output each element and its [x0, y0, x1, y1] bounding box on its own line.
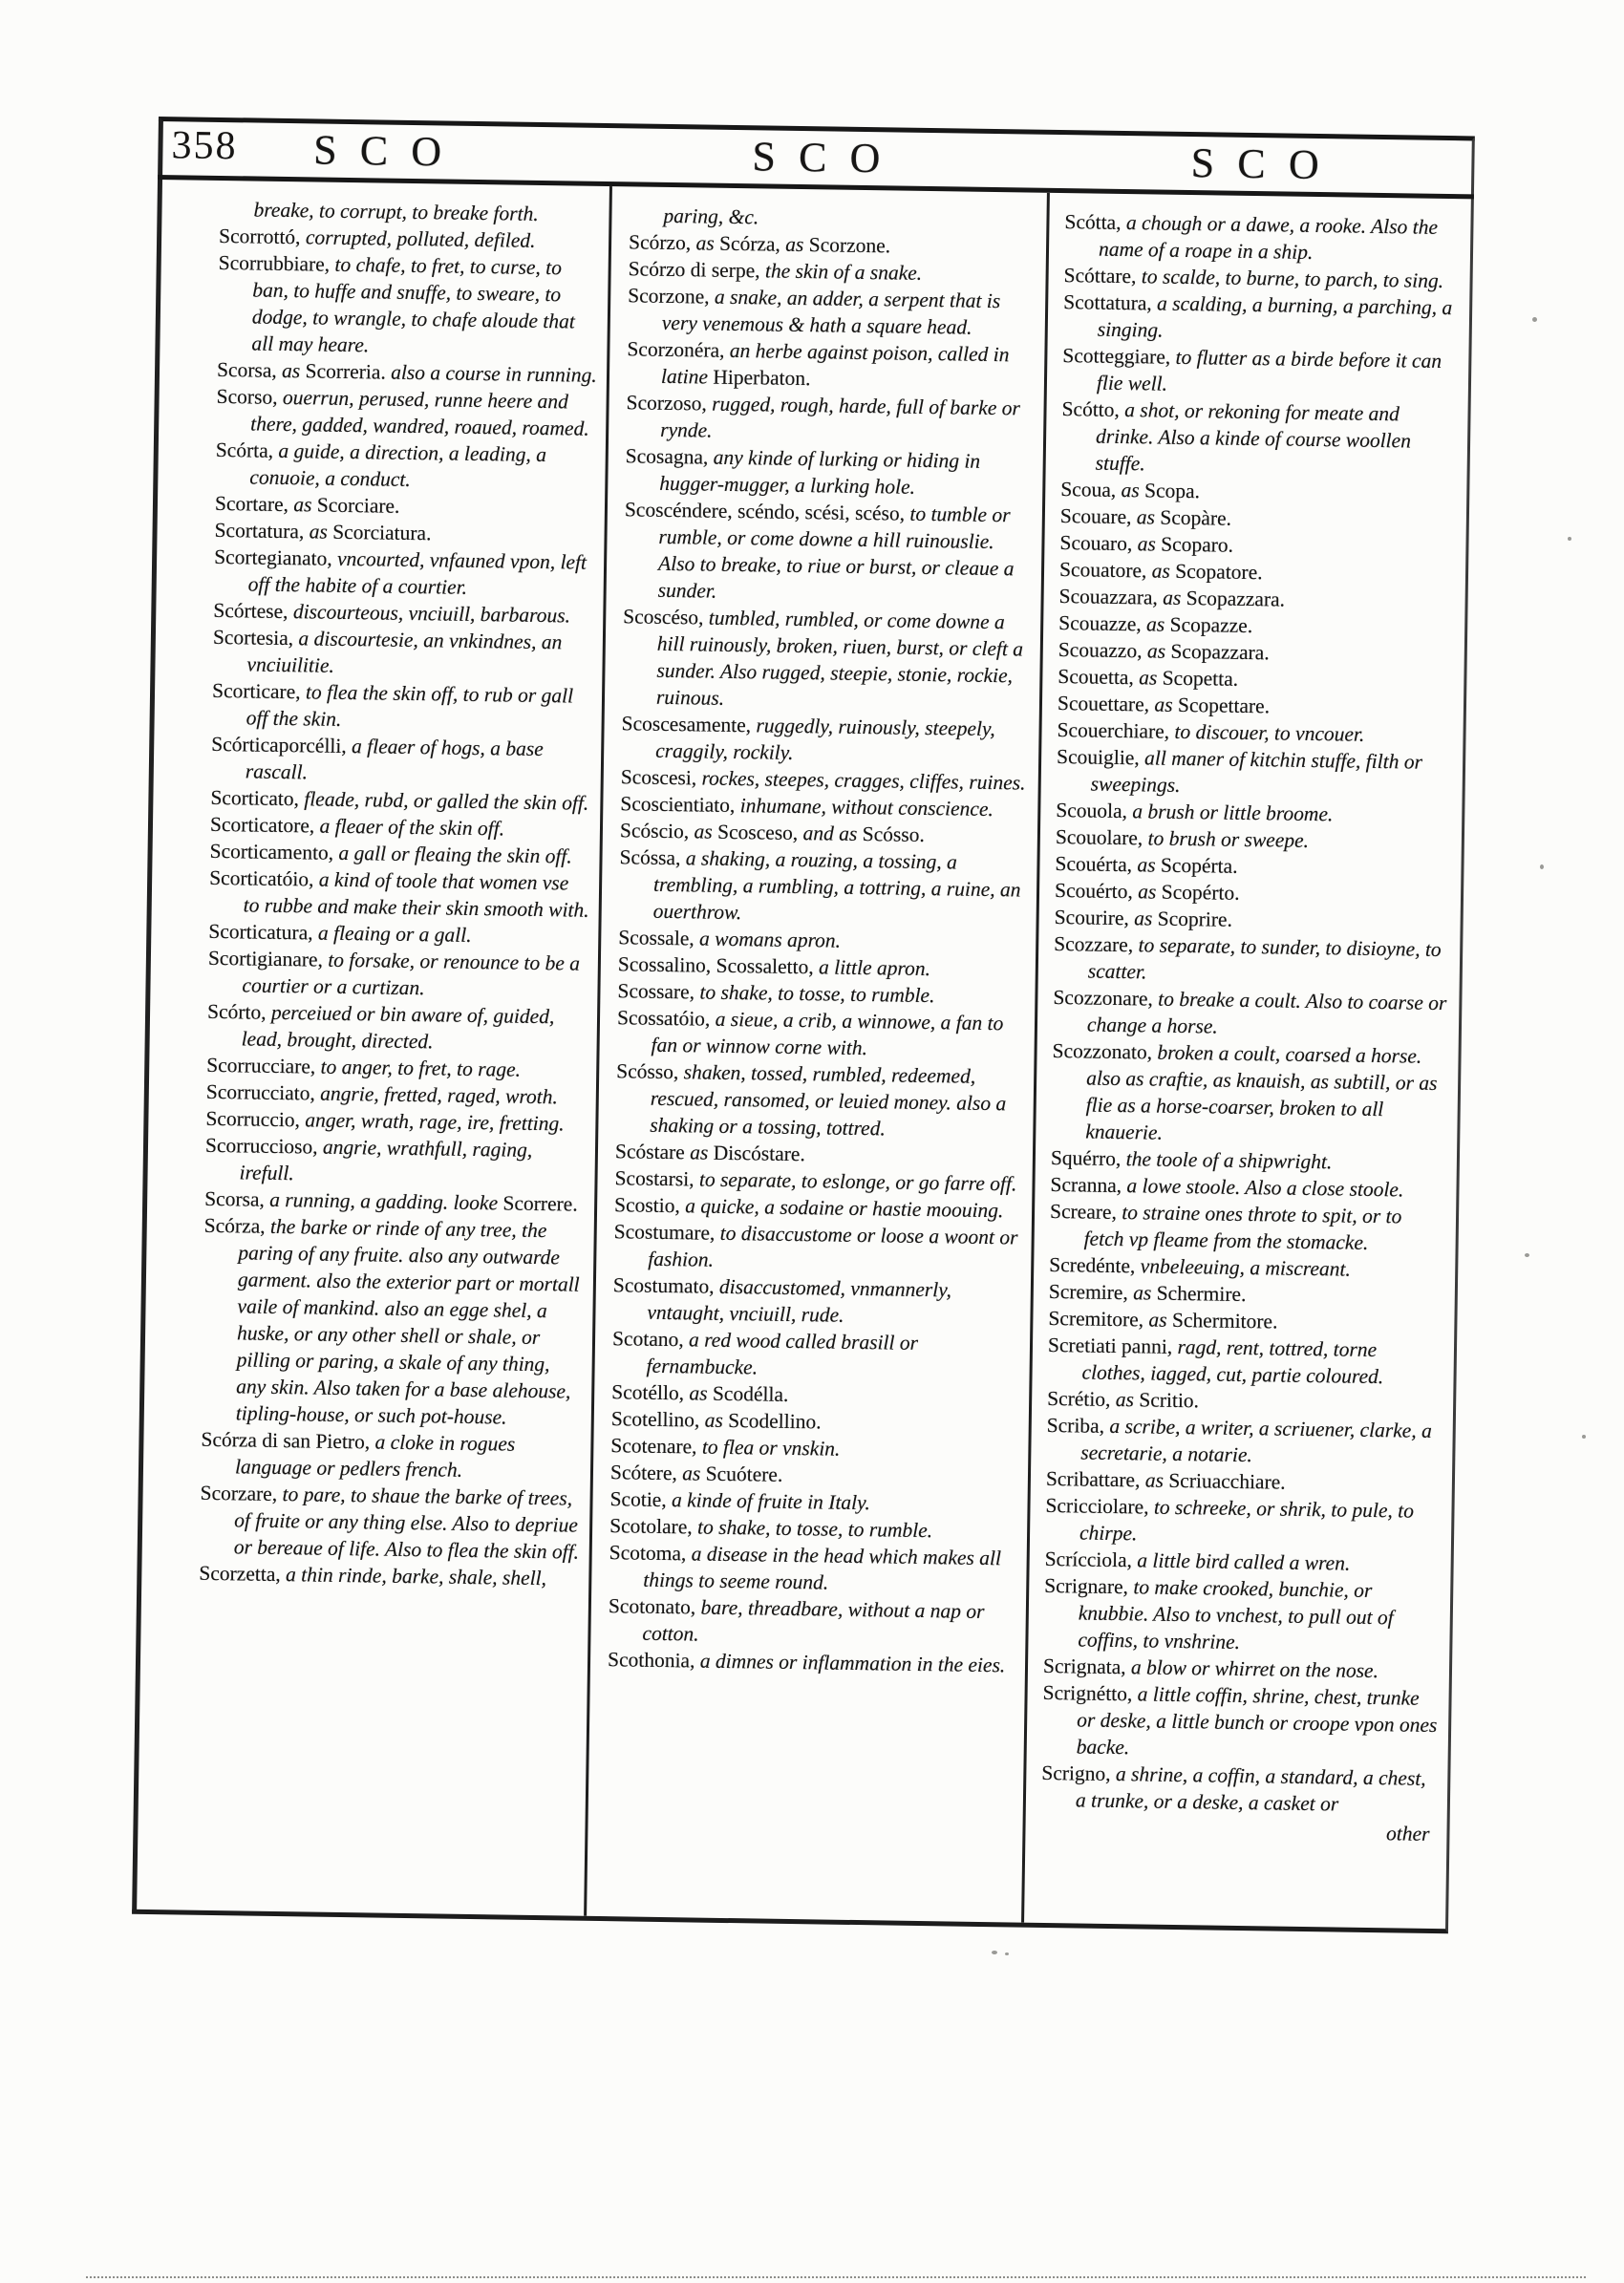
entry-headword: Scouérta,: [1055, 852, 1133, 877]
entry-definition: broken a coult, coarsed a horse. also as craftie, as knauish, as subtill, or as flie as a horse-coarser, broken to all knauerie.: [1085, 1040, 1438, 1144]
entry-definition: as Scopatore.: [1151, 559, 1263, 585]
entry-definition: paring, &c.: [663, 203, 759, 229]
entry-definition: to flutter as a birde before it can flie well.: [1096, 345, 1442, 395]
entry-definition: a fleaer of the skin off.: [319, 814, 505, 841]
entry-headword: Scorzare,: [200, 1481, 278, 1505]
entry-headword: Screare,: [1049, 1199, 1118, 1225]
catchword: other: [1385, 1822, 1430, 1846]
dictionary-entry: [202, 1212, 585, 1432]
entry-definition: as Scopérto.: [1138, 880, 1240, 905]
entry-headword: Scortatura,: [214, 518, 305, 544]
entry-definition: a quicke, a sodaine or hastie moouing.: [685, 1194, 1004, 1223]
dictionary-entry: [1063, 288, 1461, 348]
dictionary-entry: [609, 1539, 1019, 1598]
entry-headword: Scorticare,: [211, 678, 301, 704]
dictionary-entry: [613, 1218, 1024, 1277]
entry-definition: discourteous, vnciuill, barbarous.: [292, 600, 571, 628]
cross-reference: Scopetta.: [1162, 666, 1239, 691]
entry-headword: Scouazzara,: [1058, 585, 1159, 609]
entry-definition: ouerrun, perused, runne heere and there, gadded, wandred, roaued, roamed.: [250, 385, 589, 440]
running-head-column-1: SCO: [312, 126, 465, 176]
entry-definition: a running, a gadding. looke Scorrere.: [269, 1187, 578, 1216]
entry-headword: Scorruccioso,: [204, 1133, 318, 1159]
cross-reference: Scórza,: [718, 231, 781, 256]
entry-definition: breake, to corrupt, to breake forth.: [253, 198, 539, 225]
entry-headword: Scouiglie,: [1056, 745, 1140, 770]
dictionary-entry: [217, 249, 599, 362]
entry-definition: to disaccustome or loose a woont or fashion.: [648, 1221, 1018, 1271]
entry-definition: a snake, an adder, a serpent that is very venemous & hath a square head.: [661, 285, 1001, 339]
entry-headword: Scredénte,: [1049, 1252, 1136, 1278]
entry-definition: a discourtesie, an vnkindnes, an vnciuilitie.: [246, 627, 563, 677]
cross-reference: Scriuacchiare.: [1168, 1468, 1286, 1494]
entry-definition: the toole of a shipwright.: [1125, 1147, 1333, 1174]
cross-reference: Scopàre.: [1160, 505, 1232, 530]
dictionary-entry: [216, 383, 597, 442]
dictionary-entry: [619, 843, 1030, 929]
dictionary-entry: [1042, 1679, 1440, 1765]
entry-definition: a fleaer of hogs, a base rascall.: [245, 735, 544, 784]
entry-headword: Scorso,: [216, 384, 278, 409]
column-3: [1021, 193, 1471, 1929]
entry-headword: Scrétio,: [1047, 1386, 1111, 1411]
dictionary-entry: [1047, 1332, 1444, 1391]
entry-headword: Scrignare,: [1044, 1573, 1129, 1599]
entry-definition: a kinde of fruite in Italy.: [671, 1488, 871, 1515]
entry-definition: a shot, or rekoning for meate and drinke. Also a kinde of course woollen stuffe.: [1095, 398, 1412, 476]
cross-reference: Scopazze.: [1169, 612, 1253, 638]
entry-headword: Scozzonare,: [1053, 985, 1154, 1011]
entry-headword: Scorrucciare,: [206, 1053, 316, 1078]
entry-headword: Scostumare,: [613, 1220, 716, 1245]
entry-headword: Scouatore,: [1058, 558, 1147, 583]
entry-definition: a kind of toole that women vse to rubbe and make their skin smooth with.: [243, 867, 589, 922]
entry-headword: Scossale,: [618, 926, 694, 950]
entry-headword: Scórza,: [203, 1213, 266, 1238]
scan-speckle: [1582, 1435, 1586, 1439]
scan-edge-line: [86, 2276, 1586, 2278]
printed-block: [132, 117, 1475, 1933]
entry-definition: rockes, steepes, cragges, cliffes, ruines.: [701, 766, 1026, 795]
entry-headword: Scortesia,: [212, 625, 294, 651]
dictionary-entry: [215, 437, 596, 496]
entry-definition: as Scopetta.: [1139, 666, 1239, 691]
entry-definition: a little bird called a wren.: [1137, 1548, 1351, 1575]
entry-definition: tumbled, rumbled, or come downe a hill ruinously, broken, riuen, burst, or cleft a sunder. Also rugged, steepie, stonie, rockie, ruinous.: [655, 606, 1024, 710]
dictionary-entry: [608, 1592, 1018, 1652]
entry-definition: a lowe stoole. Also a close stoole.: [1126, 1174, 1404, 1202]
entry-definition: to flea the skin off, to rub or gall off the skin.: [246, 680, 574, 731]
entry-headword: Scótere,: [609, 1461, 678, 1485]
entry-definition: as Scopazzara.: [1146, 639, 1270, 665]
entry-definition: as Scritio.: [1115, 1388, 1200, 1413]
cross-reference: Scodellino.: [728, 1408, 822, 1434]
dictionary-entry: [622, 603, 1034, 715]
dictionary-entry: [1051, 1037, 1449, 1150]
entry-definition: to anger, to fret, to rage.: [320, 1055, 522, 1081]
entry-definition: all maner of kitchin stuffe, filth or sweepings.: [1090, 746, 1423, 797]
entry-headword: Squérro,: [1050, 1145, 1122, 1171]
cross-reference: Scosceso,: [716, 820, 799, 845]
dictionary-entry: [627, 335, 1037, 395]
entry-definition: a scalding, a burning, a parching, a singing.: [1097, 291, 1453, 342]
entry-definition: as Schermire.: [1133, 1281, 1247, 1307]
dictionary-entry: [211, 731, 592, 790]
entry-headword: Scorticato,: [210, 785, 300, 811]
cross-reference: Scopettare.: [1177, 693, 1271, 718]
entry-definition: a womans apron.: [698, 927, 842, 952]
entry-headword: Scouerchiare,: [1057, 718, 1170, 743]
page-number: 358: [171, 123, 238, 169]
dictionary-entry: [1054, 930, 1451, 990]
cross-reference: Scopérto.: [1161, 880, 1240, 905]
entry-definition: to flea or vnskin.: [701, 1435, 841, 1461]
entry-definition: ragd, rent, tottred, torne clothes, iagged, cut, partie coloured.: [1081, 1334, 1384, 1389]
entry-definition: to breake a coult. Also to coarse or change a horse.: [1086, 987, 1447, 1038]
entry-definition: an herbe against poison, called in latine Hiperbaton.: [660, 338, 1010, 391]
entry-definition: rugged, rough, harde, full of barke or rynde.: [660, 392, 1021, 442]
entry-definition: a dimnes or inflammation in the eies.: [699, 1649, 1006, 1677]
cross-reference: Hiperbaton.: [713, 365, 811, 391]
entry-headword: Scouettare,: [1057, 692, 1150, 716]
dictionary-entry: [621, 710, 1032, 769]
cross-reference: Scósso.: [862, 822, 926, 846]
entry-headword: Scoscéso,: [623, 605, 704, 629]
entry-definition: as Scopettare.: [1154, 693, 1271, 718]
entry-definition: to shake, to tosse, to rumble.: [696, 1515, 933, 1543]
entry-definition: a little coffin, shrine, chest, trunke or deske, a little bunch or croope vpon ones backe.: [1076, 1682, 1438, 1760]
dictionary-entry: [1061, 395, 1459, 481]
entry-definition: as Scodellino.: [704, 1408, 822, 1434]
cross-reference: Scritio.: [1139, 1388, 1200, 1413]
cross-reference: scéndo, scési, scéso,: [737, 500, 906, 525]
entry-definition: a fleaing or a gall.: [317, 921, 472, 947]
cross-reference: Scodélla.: [712, 1381, 789, 1406]
entry-definition: a sieue, a crib, a winnowe, a fan to fan or winnow corne with.: [651, 1007, 1004, 1060]
dictionary-entry: [1062, 342, 1460, 401]
entry-headword: Scoua,: [1060, 478, 1117, 501]
entry-definition: shaken, tossed, rumbled, redeemed, rescued, ransomed, or leuied money. also a shaking or a tossing, tottred.: [650, 1060, 1007, 1141]
entry-headword: Scotéllo,: [611, 1380, 685, 1405]
entry-definition: any kinde of lurking or hiding in hugger-mugger, a lurking hole.: [659, 445, 981, 499]
dictionary-entry: [211, 677, 592, 736]
dictionary-entry: [625, 442, 1036, 501]
entry-headword: Scretiati panni,: [1047, 1333, 1173, 1358]
entry-definition: a shrine, a coffin, a standard, a chest, a trunke, or a deske, a casket or: [1075, 1762, 1426, 1816]
column-1: [137, 180, 609, 1916]
entry-definition: as Discóstare.: [690, 1141, 805, 1166]
entry-definition: to forsake, or renounce to be a courtier or a curtizan.: [242, 948, 581, 1000]
entry-definition: a disease in the head which makes all things to seeme round.: [643, 1542, 1002, 1594]
entry-headword: Scórza di san Pietro,: [201, 1427, 371, 1454]
entry-definition: as Scorciare.: [293, 493, 400, 518]
entry-headword: Scotonato,: [608, 1594, 696, 1619]
entry-headword: Scozzare,: [1054, 932, 1134, 957]
dictionary-entry: [628, 282, 1038, 341]
entry-headword: Scorzone,: [628, 284, 710, 309]
entry-definition: to shake, to tosse, to rumble.: [699, 980, 935, 1008]
entry-definition: a brush or little broome.: [1132, 800, 1334, 826]
entry-definition: as Scodélla.: [689, 1381, 789, 1406]
scan-speckle: [1568, 537, 1571, 541]
dictionary-entry: [611, 1325, 1022, 1384]
entry-definition: to brush or sweepe.: [1147, 826, 1310, 852]
entry-headword: Scouérto,: [1054, 879, 1134, 904]
entry-definition: to make crooked, bunchie, or knubbie. Also to vnchest, to pull out of coffins, to vnshrine.: [1078, 1575, 1394, 1654]
dictionary-entry: [1049, 1198, 1446, 1257]
dictionary-entry: [200, 1480, 581, 1566]
entry-headword: Scotellino,: [610, 1407, 700, 1432]
entry-headword: Scremire,: [1048, 1279, 1129, 1305]
dictionary-entry: [207, 945, 588, 1004]
dictionary-entry: [608, 1646, 1017, 1678]
entry-definition: a scribe, a writer, a scriuener, clarke, a secretarie, a notarie.: [1080, 1414, 1432, 1467]
cross-reference: Scorciatura.: [332, 520, 432, 545]
entry-definition: a shaking, a rouzing, a tossing, a trembling, a rumbling, a tottring, a ruine, an ouerthrow.: [652, 846, 1021, 925]
entry-definition: to scalde, to burne, to parch, to sing.: [1141, 265, 1444, 292]
entry-definition: fleade, rubd, or galled the skin off.: [304, 787, 589, 815]
entry-definition: disaccustomed, vnmannerly, vntaught, vnciuill, rude.: [647, 1274, 952, 1327]
cross-reference: Scopa.: [1143, 479, 1201, 503]
entry-definition: to straine ones throte to spit, or to fetch vp fleame from the stomacke.: [1083, 1201, 1402, 1254]
entry-headword: Scrignata,: [1042, 1654, 1126, 1679]
running-head-column-3: SCO: [1190, 139, 1343, 189]
text-columns: [137, 180, 1471, 1929]
entry-headword: Scranna,: [1050, 1172, 1122, 1198]
dictionary-entry: [1053, 984, 1450, 1043]
entry-headword: Scoscéndere,: [624, 498, 733, 523]
dictionary-entry: [201, 1426, 582, 1485]
entry-headword: Scostarsi,: [614, 1166, 694, 1191]
entry-headword: Scosagna,: [625, 444, 709, 469]
entry-headword: Scortegianato,: [213, 544, 332, 570]
entry-definition: anger, wrath, rage, ire, fretting.: [305, 1108, 565, 1136]
entry-definition: a blow or whirret on the nose.: [1130, 1655, 1379, 1683]
entry-definition: angrie, fretted, raged, wroth.: [320, 1081, 559, 1109]
dictionary-entry: [204, 1132, 586, 1191]
dictionary-entry: [1057, 743, 1454, 802]
entry-definition: a little apron.: [818, 955, 931, 981]
entry-headword: Scrignétto,: [1042, 1680, 1133, 1706]
scan-speckle: [992, 1951, 997, 1954]
entry-headword: Scouazze,: [1058, 611, 1142, 636]
cross-reference: Discóstare.: [713, 1141, 805, 1166]
entry-definition: as Scopérta.: [1137, 853, 1238, 878]
entry-headword: Scrigno,: [1041, 1760, 1111, 1785]
entry-headword: Scribattare,: [1045, 1466, 1141, 1492]
entry-definition: as Scriuacchiare.: [1144, 1468, 1286, 1494]
entry-definition: as Scopazze.: [1145, 612, 1253, 638]
dictionary-entry: [1041, 1760, 1439, 1819]
entry-headword: Scostumato,: [612, 1273, 715, 1298]
entry-definition: inhumane, without conscience.: [739, 794, 994, 821]
entry-headword: Scorsa,: [204, 1186, 266, 1211]
dictionary-entry: [1046, 1412, 1443, 1471]
entry-headword: Scouetta,: [1058, 665, 1135, 690]
entry-headword: Scotenare,: [610, 1434, 697, 1459]
cross-reference: Scorciare.: [316, 493, 400, 518]
entry-definition: the skin of a snake.: [764, 259, 923, 285]
entry-headword: Scorticatore,: [209, 812, 315, 838]
dictionary-entry: [615, 1057, 1026, 1143]
scan-speckle: [1532, 317, 1537, 322]
dictionary-entry: [626, 389, 1036, 448]
running-head-column-2: SCO: [752, 133, 904, 182]
scan-speckle: [1540, 864, 1544, 869]
entry-definition: to discouer, to vncouer.: [1174, 719, 1365, 746]
entry-headword: Scorticamento,: [209, 839, 334, 864]
entry-headword: Scoscesi,: [620, 765, 697, 790]
entry-headword: Scrícciola,: [1044, 1547, 1133, 1572]
entry-headword: Scoscientiato,: [620, 792, 736, 818]
dictionary-entry: [199, 1560, 579, 1592]
entry-definition: angrie, wrathfull, raging, irefull.: [239, 1135, 533, 1185]
entry-headword: Scossatóio,: [616, 1006, 711, 1031]
entry-headword: Scórta,: [215, 437, 274, 462]
cross-reference: Scuótere.: [705, 1462, 783, 1486]
entry-headword: Scórzo di serpe,: [628, 257, 760, 283]
entry-definition: bare, threadbare, without a nap or cotton.: [642, 1595, 985, 1646]
dictionary-entry: [212, 624, 593, 683]
entry-definition: vncourted, vnfauned vpon, left off the habite of a courtier.: [247, 546, 588, 599]
scan-speckle: [1525, 1253, 1529, 1257]
entry-headword: Scóscio,: [619, 819, 690, 843]
entry-definition: as Scuótere.: [682, 1462, 783, 1486]
entry-headword: Scóssa,: [619, 845, 681, 870]
column-2: [584, 186, 1047, 1923]
dictionary-entry: [612, 1271, 1023, 1331]
entry-headword: Scotano,: [611, 1327, 684, 1352]
entry-headword: Scriba,: [1046, 1413, 1105, 1438]
entry-headword: Scottatura,: [1063, 290, 1152, 315]
entry-definition: scéndo, scési, scéso, to tumble or rumble, or come downe a hill ruinouslie. Also to breake, to riue or burst, or cleaue a sunder.: [657, 500, 1015, 603]
cross-reference: Scorreria.: [305, 359, 386, 384]
entry-definition: a red wood called brasill or fernambucke.: [646, 1328, 919, 1379]
entry-definition: as Scopa.: [1121, 478, 1201, 503]
cross-reference: Schermire.: [1156, 1281, 1247, 1307]
entry-headword: Scórto,: [206, 999, 267, 1024]
entry-definition: to separate, to eslonge, or go farre off.: [698, 1167, 1017, 1196]
entry-headword: Scorrucciato,: [205, 1079, 316, 1105]
entry-definition: as Scoparo.: [1137, 532, 1234, 557]
entry-definition: as Scorciatura.: [309, 520, 432, 545]
entry-headword: Scoscesamente,: [621, 712, 752, 737]
entry-headword: Scortare,: [214, 491, 289, 517]
entry-headword: Scorticatura,: [208, 919, 313, 945]
entry-headword: Scorticatóio,: [209, 865, 314, 891]
entry-headword: Scorrottó,: [218, 224, 301, 249]
entry-headword: Scouaro,: [1059, 531, 1133, 556]
entry-definition: perceiued or bin aware of, guided, lead, brought, directed.: [241, 1000, 555, 1054]
entry-headword: Scricciolare,: [1045, 1493, 1149, 1519]
entry-headword: Scórticaporcélli,: [211, 732, 347, 757]
entry-definition: to separate, to sunder, to disioyne, to scatter.: [1087, 933, 1442, 984]
entry-headword: Scóstare: [614, 1140, 685, 1164]
entry-headword: Scotteggiare,: [1062, 344, 1171, 369]
entry-definition: as Scopàre.: [1136, 505, 1232, 530]
entry-headword: Scóttare,: [1063, 264, 1137, 288]
cross-reference: Scopatore.: [1175, 559, 1263, 585]
entry-headword: Scósso,: [616, 1059, 679, 1084]
entry-definition: corrupted, polluted, defiled.: [305, 225, 536, 252]
entry-definition: the barke or rinde of any tree, the paring of any fruite. also any outwarde garment. also the exterior part or mortall vaile of mankind. also an egge shel, a huske, or any other shell or shale, or pilling or paring, a skale of any thing, any skin. Also taken for a base alehouse, tipling-house, or such pot-house.: [235, 1214, 580, 1429]
entry-headword: Scótto,: [1061, 397, 1121, 421]
cross-reference: Scopérta.: [1160, 853, 1238, 878]
cross-reference: Scorrere.: [502, 1191, 578, 1216]
entry-definition: as Schermitore.: [1148, 1308, 1278, 1334]
entry-definition: a guide, a direction, a leading, a conuoie, a conduct.: [249, 438, 547, 491]
entry-definition: as Scoprire.: [1134, 907, 1233, 931]
cross-reference: Scopazzara.: [1170, 639, 1270, 665]
cross-reference: Scorzone.: [808, 233, 891, 258]
entry-headword: Scótta,: [1064, 210, 1122, 234]
entry-headword: Scouare,: [1059, 504, 1132, 529]
dictionary-entry: [1064, 208, 1462, 267]
entry-definition: to pare, to shaue the barke of trees, of fruite or any thing else. Also to depriue or bereaue of life. Also to flea the skin off.: [233, 1483, 580, 1564]
entry-headword: Scouola,: [1056, 799, 1128, 823]
entry-headword: Scorrubbiare,: [218, 250, 331, 276]
dictionary-entry: [1045, 1492, 1442, 1551]
entry-headword: Scorruccio,: [205, 1106, 301, 1132]
entry-definition: as Scopazzara.: [1163, 586, 1286, 611]
entry-definition: as Scorreria. also a course in running.: [281, 358, 597, 387]
dictionary-entry: [623, 496, 1035, 608]
entry-definition: ruggedly, ruinously, steepely, craggily, rockily.: [655, 714, 995, 764]
dictionary-entry: [616, 1004, 1027, 1063]
entry-headword: Scorsa,: [216, 357, 277, 382]
entry-headword: Scozzonato,: [1052, 1038, 1153, 1064]
entry-definition: vnbeleeuing, a miscreant.: [1140, 1254, 1352, 1281]
entry-headword: Scorzonéra,: [627, 337, 725, 362]
dictionary-entry: [214, 544, 595, 603]
entry-headword: Scourire,: [1054, 906, 1130, 930]
entry-definition: a chough or a dawe, a rooke. Also the name of a roape in a ship.: [1098, 211, 1439, 264]
entry-definition: as Scórza, as Scorzone.: [695, 231, 891, 258]
entry-headword: Scortigianare,: [207, 946, 324, 971]
entry-headword: Scorzetta,: [199, 1561, 281, 1587]
entry-headword: Scossalino, Scossaletto,: [617, 952, 814, 979]
cross-reference: Scoprire.: [1157, 907, 1233, 931]
entry-headword: Scossare,: [617, 979, 695, 1004]
entry-headword: Scórzo,: [628, 230, 692, 255]
entry-headword: Scotolare,: [609, 1514, 693, 1539]
cross-reference: Scopazzara.: [1186, 587, 1286, 611]
entry-headword: Scostio,: [613, 1193, 681, 1218]
entry-definition: to schreeke, or shrik, to pule, to chirpe.: [1079, 1495, 1415, 1546]
scan-speckle: [1005, 1952, 1009, 1955]
entry-definition: to chafe, to fret, to curse, to ban, to huffe and snuffe, to sweare, to dodge, to wrangle, to chafe aloude that all may heare.: [251, 252, 576, 357]
entry-headword: Scotoma,: [609, 1541, 687, 1566]
entry-definition: a cloke in rogues language or pedlers french.: [234, 1430, 516, 1482]
entry-headword: Scórtese,: [213, 598, 288, 624]
dictionary-entry: [206, 998, 588, 1057]
entry-headword: Scothonia,: [607, 1648, 695, 1673]
entry-headword: Scouazzo,: [1058, 638, 1143, 663]
dictionary-entry: [1043, 1572, 1441, 1658]
entry-headword: Scotie,: [609, 1487, 667, 1512]
entry-definition: a gall or fleaing the skin off.: [338, 841, 572, 868]
cross-reference: Scoparo.: [1161, 532, 1234, 557]
entry-definition: as Scosceso, and as Scósso.: [694, 820, 926, 846]
entry-definition: a thin rinde, barke, shale, shell,: [285, 1563, 547, 1590]
entry-headword: Scremitore,: [1048, 1306, 1144, 1332]
cross-reference: Schermitore.: [1171, 1308, 1278, 1334]
entry-headword: Scorzoso,: [626, 391, 707, 416]
entry-headword: Scouolare,: [1055, 825, 1143, 850]
dictionary-entry: [209, 864, 590, 924]
